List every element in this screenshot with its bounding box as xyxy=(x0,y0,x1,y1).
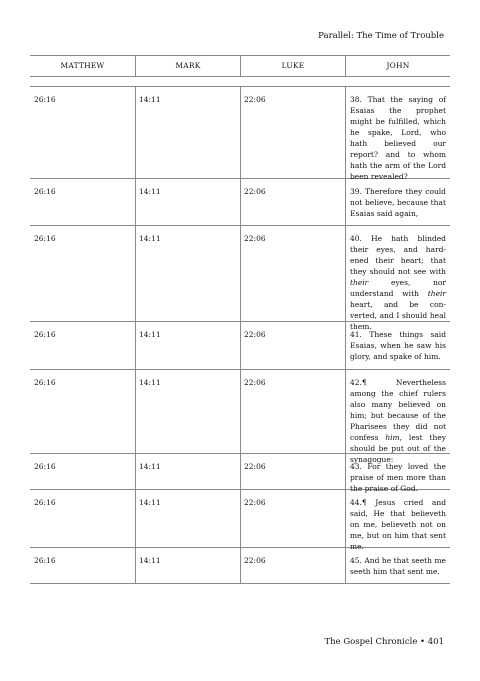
page-footer: The Gospel Chronicle • 401 xyxy=(324,637,444,647)
table-row xyxy=(30,490,450,551)
john-verse: 39. Therefore they could not believe, because that Esaias said again, xyxy=(345,179,450,225)
luke-ref: 22:06 xyxy=(240,454,345,489)
mark-ref: 14:11 xyxy=(135,226,240,321)
table-row xyxy=(30,454,450,493)
mark-ref: 14:11 xyxy=(135,370,240,453)
parallel-table xyxy=(30,86,450,584)
luke-ref: 22:06 xyxy=(240,370,345,453)
mark-ref: 14:11 xyxy=(135,87,240,178)
luke-ref: 22:06 xyxy=(240,226,345,321)
matthew-ref: 26:16 xyxy=(34,330,56,339)
table-row xyxy=(30,179,450,226)
table-row xyxy=(30,370,450,464)
column-header-row xyxy=(30,55,450,77)
table-row xyxy=(30,87,450,179)
john-verse: 38. That the saying of Esaias the prophet might be fulfilled, which he spake, Lord, who hath believed our report? and to whom hath the arm of the Lord been revealed? xyxy=(345,87,450,178)
luke-ref: 22:06 xyxy=(240,322,345,369)
matthew-ref: 26:16 xyxy=(34,498,56,507)
john-verse: 42.¶ Nevertheless among the chief rulers also many believed on him; but because of the Pharisees they did not confess him, lest they should be put out of the synagogue: xyxy=(345,370,450,453)
column-header-mark: MARK xyxy=(135,56,240,76)
mark-ref: 14:11 xyxy=(135,454,240,489)
mark-ref: 14:11 xyxy=(135,490,240,547)
john-verse: 40. He hath blinded their eyes, and hard-ened their heart; that they should not see with their eyes, nor understand with their heart, and be con-verted, and I should heal them. xyxy=(345,226,450,321)
mark-ref: 14:11 xyxy=(135,322,240,369)
luke-ref: 22:06 xyxy=(240,179,345,225)
matthew-ref: 26:16 xyxy=(34,187,56,196)
column-header-john: JOHN xyxy=(345,56,450,76)
luke-ref: 22:06 xyxy=(240,490,345,547)
matthew-ref: 26:16 xyxy=(34,556,56,565)
john-verse: 45. And he that seeth me seeth him that sent me. xyxy=(345,548,450,583)
mark-ref: 14:11 xyxy=(135,548,240,583)
matthew-ref: 26:16 xyxy=(34,234,56,243)
luke-ref: 22:06 xyxy=(240,548,345,583)
table-row xyxy=(30,226,450,331)
john-verse: 43. For they loved the praise of men more than the praise of God. xyxy=(345,454,450,489)
running-header: Parallel: The Time of Trouble xyxy=(318,31,444,41)
luke-ref: 22:06 xyxy=(240,87,345,178)
matthew-ref: 26:16 xyxy=(34,95,56,104)
column-header-matthew: MATTHEW xyxy=(60,61,105,70)
matthew-ref: 26:16 xyxy=(34,462,56,471)
mark-ref: 14:11 xyxy=(135,179,240,225)
table-row xyxy=(30,322,450,370)
table-row xyxy=(30,548,450,584)
john-verse: 44.¶ Jesus cried and said, He that believeth on me, believeth not on me, but on him that sent me. xyxy=(345,490,450,547)
john-verse: 41. These things said Esaias, when he saw his glory, and spake of him. xyxy=(345,322,450,369)
matthew-ref: 26:16 xyxy=(34,378,56,387)
column-header-luke: LUKE xyxy=(240,56,345,76)
